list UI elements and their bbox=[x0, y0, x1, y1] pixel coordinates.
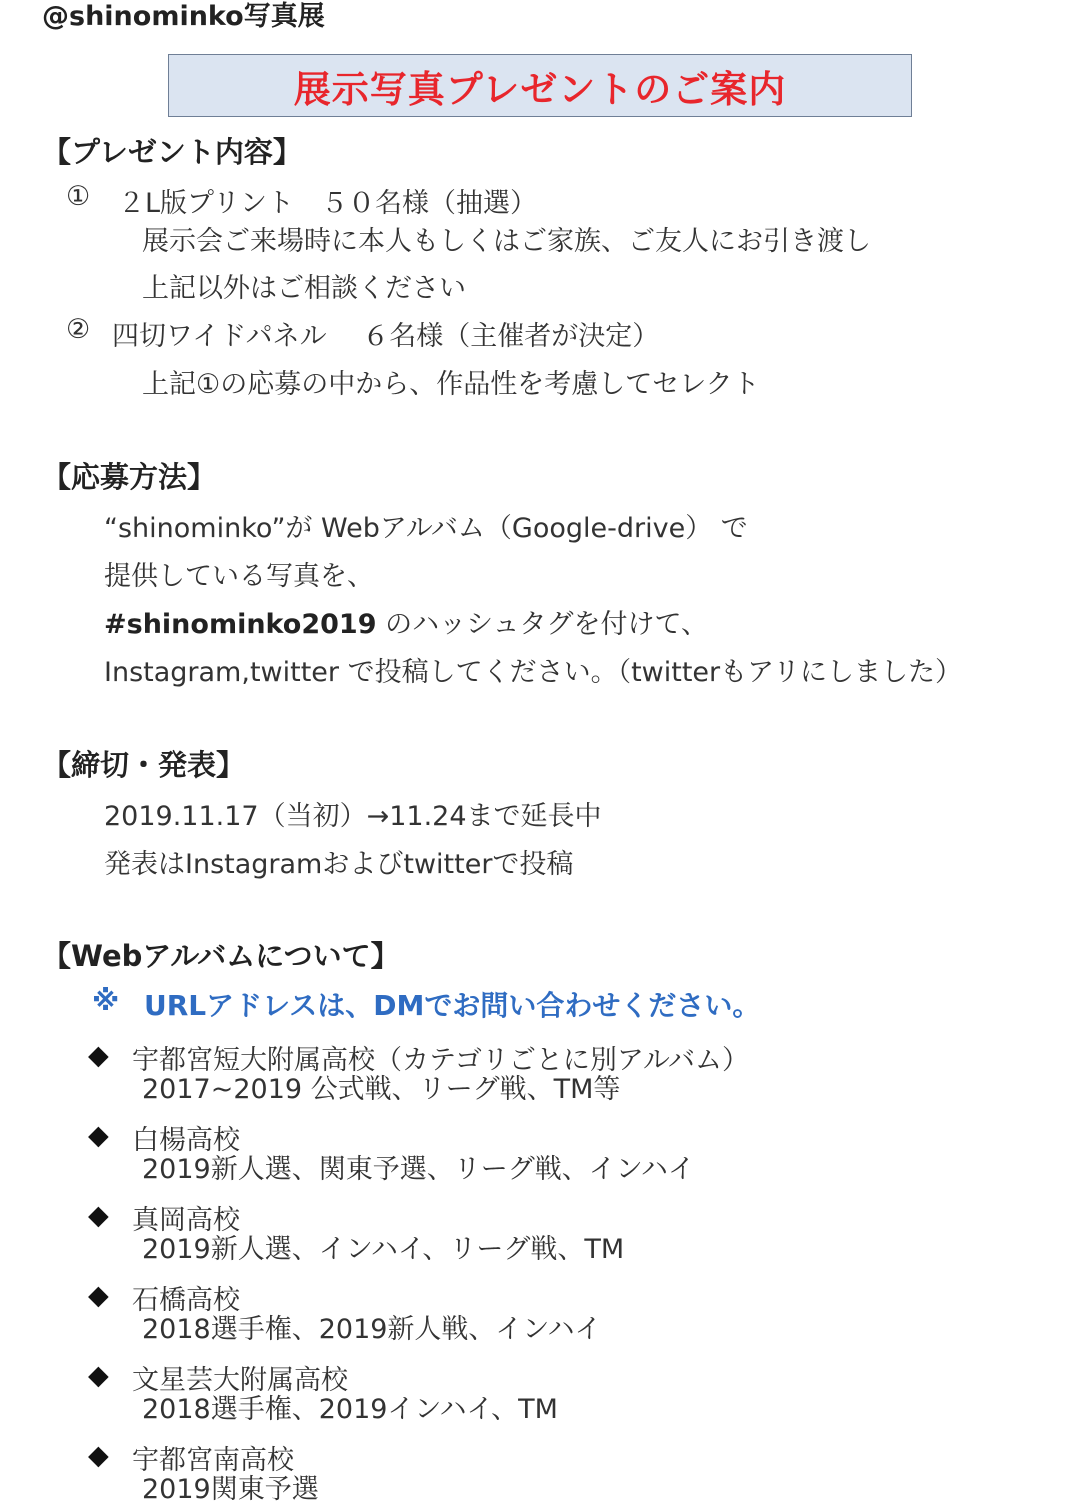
school-name: 石橋高校 bbox=[132, 1285, 240, 1316]
album-note: URLアドレスは、DMでお問い合わせください。 bbox=[144, 989, 761, 1022]
school-detail: 2019新人選、関東予選、リーグ戦、インハイ bbox=[142, 1154, 695, 1185]
deadline-line-1: 2019.11.17（当初）→11.24まで延長中 bbox=[104, 801, 602, 832]
school-name: 白楊高校 bbox=[132, 1125, 240, 1156]
school-detail: 2018選手権、2019インハイ、TM bbox=[142, 1394, 558, 1425]
item1-title: ２L版プリント ５０名様（抽選） bbox=[118, 188, 537, 219]
item1-desc-1: 展示会ご来場時に本人もしくはご家族、ご友人にお引き渡し bbox=[142, 226, 871, 257]
school-detail: 2019新人選、インハイ、リーグ戦、TM bbox=[142, 1234, 625, 1265]
title-banner bbox=[168, 54, 912, 117]
bullet-icon: ◆ bbox=[88, 1040, 109, 1071]
page-title: 展示写真プレゼントのご案内 bbox=[293, 67, 787, 111]
item2-title: 四切ワイドパネル ６名様（主催者が決定） bbox=[112, 321, 660, 352]
deadline-heading: 【締切・発表】 bbox=[42, 748, 246, 782]
poster-header: @shinominko写真展 bbox=[42, 1, 325, 32]
item1-desc-2: 上記以外はご相談ください bbox=[142, 273, 466, 304]
apply-heading: 【応募方法】 bbox=[42, 460, 217, 494]
item2-desc-1: 上記①の応募の中から、作品性を考慮してセレクト bbox=[142, 369, 760, 400]
school-detail: 2019関東予選 bbox=[142, 1474, 319, 1505]
bullet-icon: ◆ bbox=[88, 1440, 109, 1471]
apply-line-2: 提供している写真を、 bbox=[104, 561, 374, 592]
bullet-icon: ◆ bbox=[88, 1200, 109, 1231]
school-name: 真岡高校 bbox=[132, 1205, 240, 1236]
present-heading: 【プレゼント内容】 bbox=[42, 135, 302, 169]
item1-number: ① bbox=[66, 181, 91, 212]
album-note-mark: ※ bbox=[92, 984, 120, 1017]
school-name: 文星芸大附属高校 bbox=[132, 1365, 348, 1396]
album-heading: 【Webアルバムについて】 bbox=[42, 939, 400, 973]
item2-number: ② bbox=[66, 314, 91, 345]
apply-line-1: “shinominko”が Webアルバム（Google-drive） で bbox=[104, 513, 748, 544]
deadline-line-2: 発表はInstagramおよびtwitterで投稿 bbox=[104, 849, 574, 880]
apply-line-4: Instagram,twitter で投稿してください。（twitterもアリにしました） bbox=[104, 657, 963, 688]
bullet-icon: ◆ bbox=[88, 1360, 109, 1391]
school-detail: 2017~2019 公式戦、リーグ戦、TM等 bbox=[142, 1074, 621, 1105]
school-detail: 2018選手権、2019新人戦、インハイ bbox=[142, 1314, 602, 1345]
hashtag-suffix: のハッシュタグを付けて、 bbox=[376, 609, 708, 640]
school-name: 宇都宮短大附属高校（カテゴリごとに別アルバム） bbox=[132, 1045, 749, 1076]
apply-line-3 bbox=[104, 602, 708, 641]
bullet-icon: ◆ bbox=[88, 1120, 109, 1151]
hashtag: #shinominko2019 bbox=[104, 609, 377, 640]
bullet-icon: ◆ bbox=[88, 1280, 109, 1311]
school-name: 宇都宮南高校 bbox=[132, 1445, 294, 1476]
